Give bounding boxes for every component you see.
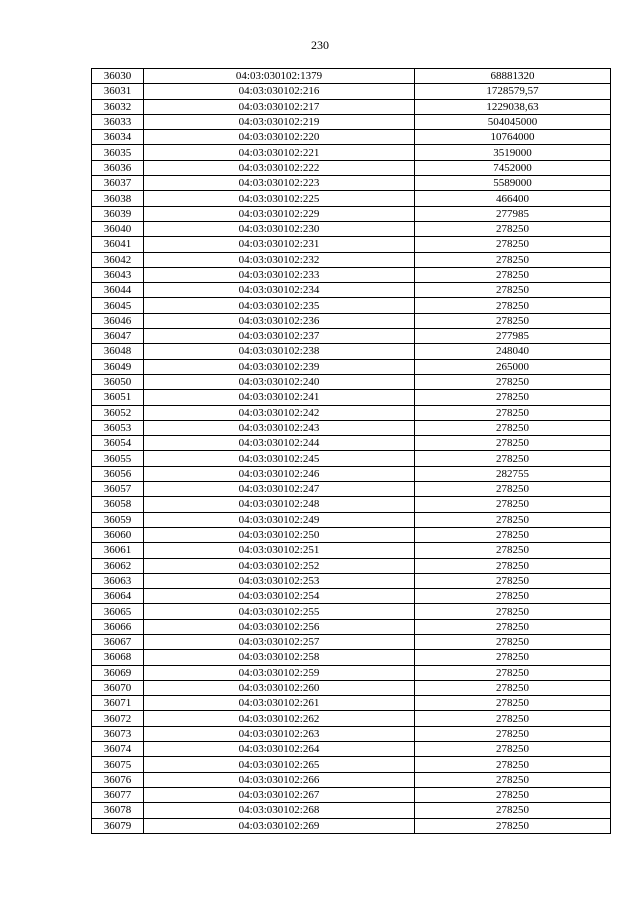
table-row (92, 742, 611, 757)
table-row (92, 589, 611, 604)
cadastral-number-cell: 04:03:030102:230 (144, 221, 415, 236)
table-row (92, 329, 611, 344)
table-row (92, 803, 611, 818)
table-row (92, 344, 611, 359)
row-number-cell: 36038 (92, 191, 144, 206)
cadastral-number-cell: 04:03:030102:244 (144, 436, 415, 451)
cadastral-number-cell: 04:03:030102:246 (144, 466, 415, 481)
cadastral-number-cell: 04:03:030102:242 (144, 405, 415, 420)
row-number-cell: 36052 (92, 405, 144, 420)
table-row (92, 558, 611, 573)
cadastral-number-cell: 04:03:030102:258 (144, 650, 415, 665)
row-number-cell: 36063 (92, 573, 144, 588)
row-number-cell: 36048 (92, 344, 144, 359)
cadastral-value-cell: 265000 (415, 359, 611, 374)
row-number-cell: 36053 (92, 420, 144, 435)
cadastral-value-cell: 3519000 (415, 145, 611, 160)
cadastral-value-cell: 277985 (415, 206, 611, 221)
row-number-cell: 36054 (92, 436, 144, 451)
cadastral-number-cell: 04:03:030102:229 (144, 206, 415, 221)
row-number-cell: 36033 (92, 114, 144, 129)
cadastral-number-cell: 04:03:030102:236 (144, 313, 415, 328)
page-number: 230 (311, 38, 329, 52)
cadastral-number-cell: 04:03:030102:237 (144, 329, 415, 344)
cadastral-number-cell: 04:03:030102:241 (144, 390, 415, 405)
cadastral-value-cell: 278250 (415, 221, 611, 236)
row-number-cell: 36049 (92, 359, 144, 374)
table-row (92, 160, 611, 175)
table-row (92, 84, 611, 99)
cadastral-value-cell: 278250 (415, 558, 611, 573)
row-number-cell: 36061 (92, 543, 144, 558)
cadastral-number-cell: 04:03:030102:256 (144, 619, 415, 634)
cadastral-value-cell: 278250 (415, 711, 611, 726)
cadastral-number-cell: 04:03:030102:238 (144, 344, 415, 359)
table-row (92, 130, 611, 145)
row-number-cell: 36070 (92, 680, 144, 695)
table-row (92, 726, 611, 741)
table-row (92, 267, 611, 282)
row-number-cell: 36055 (92, 451, 144, 466)
row-number-cell: 36032 (92, 99, 144, 114)
cadastral-value-cell: 278250 (415, 818, 611, 833)
table-row (92, 69, 611, 84)
cadastral-value-cell: 278250 (415, 680, 611, 695)
row-number-cell: 36044 (92, 283, 144, 298)
cadastral-value-cell: 278250 (415, 527, 611, 542)
row-number-cell: 36059 (92, 512, 144, 527)
row-number-cell: 36034 (92, 130, 144, 145)
table-row (92, 313, 611, 328)
cadastral-number-cell: 04:03:030102:269 (144, 818, 415, 833)
cadastral-value-cell: 10764000 (415, 130, 611, 145)
row-number-cell: 36060 (92, 527, 144, 542)
cadastral-number-cell: 04:03:030102:252 (144, 558, 415, 573)
cadastral-number-cell: 04:03:030102:253 (144, 573, 415, 588)
row-number-cell: 36045 (92, 298, 144, 313)
cadastral-number-cell: 04:03:030102:234 (144, 283, 415, 298)
row-number-cell: 36057 (92, 482, 144, 497)
table-row (92, 405, 611, 420)
cadastral-value-cell: 278250 (415, 772, 611, 787)
cadastral-value-cell: 504045000 (415, 114, 611, 129)
row-number-cell: 36062 (92, 558, 144, 573)
row-number-cell: 36042 (92, 252, 144, 267)
cadastral-value-cell: 248040 (415, 344, 611, 359)
table-row (92, 466, 611, 481)
table-row (92, 497, 611, 512)
cadastral-value-cell: 278250 (415, 650, 611, 665)
table-row (92, 283, 611, 298)
table-row (92, 787, 611, 802)
cadastral-number-cell: 04:03:030102:235 (144, 298, 415, 313)
cadastral-value-cell: 278250 (415, 482, 611, 497)
cadastral-value-cell: 278250 (415, 267, 611, 282)
cadastral-number-cell: 04:03:030102:251 (144, 543, 415, 558)
row-number-cell: 36068 (92, 650, 144, 665)
table-row (92, 237, 611, 252)
table-row (92, 221, 611, 236)
table-row (92, 772, 611, 787)
cadastral-value-cell: 278250 (415, 573, 611, 588)
cadastral-number-cell: 04:03:030102:223 (144, 176, 415, 191)
cadastral-number-cell: 04:03:030102:222 (144, 160, 415, 175)
cadastral-number-cell: 04:03:030102:245 (144, 451, 415, 466)
cadastral-value-cell: 278250 (415, 696, 611, 711)
table-row (92, 99, 611, 114)
cadastral-value-cell: 278250 (415, 787, 611, 802)
table-row (92, 711, 611, 726)
table-row (92, 451, 611, 466)
cadastral-number-cell: 04:03:030102:259 (144, 665, 415, 680)
table-row (92, 420, 611, 435)
cadastral-value-cell: 1229038,63 (415, 99, 611, 114)
cadastral-value-cell: 278250 (415, 436, 611, 451)
cadastral-number-cell: 04:03:030102:219 (144, 114, 415, 129)
row-number-cell: 36072 (92, 711, 144, 726)
table-row (92, 374, 611, 389)
cadastral-number-cell: 04:03:030102:232 (144, 252, 415, 267)
cadastral-value-table (91, 68, 611, 834)
table-row (92, 696, 611, 711)
row-number-cell: 36035 (92, 145, 144, 160)
row-number-cell: 36043 (92, 267, 144, 282)
table-row (92, 145, 611, 160)
table-row (92, 206, 611, 221)
cadastral-number-cell: 04:03:030102:268 (144, 803, 415, 818)
cadastral-value-cell: 278250 (415, 374, 611, 389)
cadastral-value-cell: 278250 (415, 742, 611, 757)
cadastral-value-cell: 278250 (415, 420, 611, 435)
table-row (92, 512, 611, 527)
cadastral-value-cell: 278250 (415, 405, 611, 420)
cadastral-number-cell: 04:03:030102:217 (144, 99, 415, 114)
cadastral-number-cell: 04:03:030102:255 (144, 604, 415, 619)
row-number-cell: 36046 (92, 313, 144, 328)
table-row (92, 543, 611, 558)
row-number-cell: 36075 (92, 757, 144, 772)
cadastral-number-cell: 04:03:030102:248 (144, 497, 415, 512)
cadastral-value-cell: 278250 (415, 803, 611, 818)
row-number-cell: 36031 (92, 84, 144, 99)
cadastral-number-cell: 04:03:030102:267 (144, 787, 415, 802)
table-row (92, 298, 611, 313)
cadastral-value-cell: 278250 (415, 634, 611, 649)
cadastral-value-cell: 278250 (415, 313, 611, 328)
table-row (92, 527, 611, 542)
row-number-cell: 36066 (92, 619, 144, 634)
cadastral-value-cell: 7452000 (415, 160, 611, 175)
table-row (92, 604, 611, 619)
row-number-cell: 36074 (92, 742, 144, 757)
table-row (92, 252, 611, 267)
row-number-cell: 36067 (92, 634, 144, 649)
row-number-cell: 36030 (92, 69, 144, 84)
cadastral-number-cell: 04:03:030102:247 (144, 482, 415, 497)
table-row (92, 176, 611, 191)
table-row (92, 573, 611, 588)
cadastral-value-cell: 278250 (415, 726, 611, 741)
table-row (92, 619, 611, 634)
cadastral-number-cell: 04:03:030102:262 (144, 711, 415, 726)
row-number-cell: 36041 (92, 237, 144, 252)
table-row (92, 665, 611, 680)
row-number-cell: 36071 (92, 696, 144, 711)
cadastral-number-cell: 04:03:030102:260 (144, 680, 415, 695)
row-number-cell: 36065 (92, 604, 144, 619)
cadastral-number-cell: 04:03:030102:257 (144, 634, 415, 649)
cadastral-number-cell: 04:03:030102:239 (144, 359, 415, 374)
row-number-cell: 36077 (92, 787, 144, 802)
row-number-cell: 36051 (92, 390, 144, 405)
cadastral-number-cell: 04:03:030102:263 (144, 726, 415, 741)
cadastral-number-cell: 04:03:030102:233 (144, 267, 415, 282)
row-number-cell: 36040 (92, 221, 144, 236)
cadastral-value-cell: 278250 (415, 298, 611, 313)
table-body (92, 69, 611, 834)
cadastral-number-cell: 04:03:030102:266 (144, 772, 415, 787)
table-row (92, 650, 611, 665)
cadastral-number-cell: 04:03:030102:265 (144, 757, 415, 772)
table-row (92, 114, 611, 129)
cadastral-number-cell: 04:03:030102:231 (144, 237, 415, 252)
cadastral-value-cell: 278250 (415, 252, 611, 267)
row-number-cell: 36036 (92, 160, 144, 175)
table-row (92, 436, 611, 451)
table-row (92, 680, 611, 695)
row-number-cell: 36069 (92, 665, 144, 680)
table-row (92, 634, 611, 649)
cadastral-value-cell: 466400 (415, 191, 611, 206)
table-row (92, 818, 611, 833)
cadastral-value-cell: 278250 (415, 604, 611, 619)
row-number-cell: 36064 (92, 589, 144, 604)
cadastral-value-cell: 68881320 (415, 69, 611, 84)
row-number-cell: 36039 (92, 206, 144, 221)
cadastral-value-cell: 278250 (415, 237, 611, 252)
table-row (92, 757, 611, 772)
cadastral-value-cell: 278250 (415, 451, 611, 466)
row-number-cell: 36056 (92, 466, 144, 481)
cadastral-value-cell: 278250 (415, 757, 611, 772)
cadastral-number-cell: 04:03:030102:221 (144, 145, 415, 160)
row-number-cell: 36050 (92, 374, 144, 389)
cadastral-number-cell: 04:03:030102:1379 (144, 69, 415, 84)
cadastral-value-cell: 5589000 (415, 176, 611, 191)
cadastral-value-cell: 278250 (415, 619, 611, 634)
row-number-cell: 36076 (92, 772, 144, 787)
cadastral-value-cell: 277985 (415, 329, 611, 344)
row-number-cell: 36047 (92, 329, 144, 344)
table-row (92, 191, 611, 206)
table-row (92, 390, 611, 405)
cadastral-value-cell: 278250 (415, 512, 611, 527)
cadastral-value-cell: 278250 (415, 283, 611, 298)
row-number-cell: 36078 (92, 803, 144, 818)
table-row (92, 359, 611, 374)
cadastral-value-cell: 278250 (415, 589, 611, 604)
cadastral-number-cell: 04:03:030102:264 (144, 742, 415, 757)
row-number-cell: 36073 (92, 726, 144, 741)
cadastral-number-cell: 04:03:030102:261 (144, 696, 415, 711)
cadastral-value-cell: 278250 (415, 390, 611, 405)
row-number-cell: 36058 (92, 497, 144, 512)
cadastral-number-cell: 04:03:030102:225 (144, 191, 415, 206)
cadastral-number-cell: 04:03:030102:216 (144, 84, 415, 99)
cadastral-number-cell: 04:03:030102:249 (144, 512, 415, 527)
cadastral-number-cell: 04:03:030102:243 (144, 420, 415, 435)
cadastral-number-cell: 04:03:030102:254 (144, 589, 415, 604)
cadastral-value-cell: 278250 (415, 543, 611, 558)
cadastral-number-cell: 04:03:030102:250 (144, 527, 415, 542)
cadastral-number-cell: 04:03:030102:240 (144, 374, 415, 389)
row-number-cell: 36079 (92, 818, 144, 833)
cadastral-value-cell: 278250 (415, 497, 611, 512)
cadastral-value-cell: 278250 (415, 665, 611, 680)
cadastral-value-cell: 1728579,57 (415, 84, 611, 99)
table-row (92, 482, 611, 497)
cadastral-number-cell: 04:03:030102:220 (144, 130, 415, 145)
row-number-cell: 36037 (92, 176, 144, 191)
cadastral-value-cell: 282755 (415, 466, 611, 481)
